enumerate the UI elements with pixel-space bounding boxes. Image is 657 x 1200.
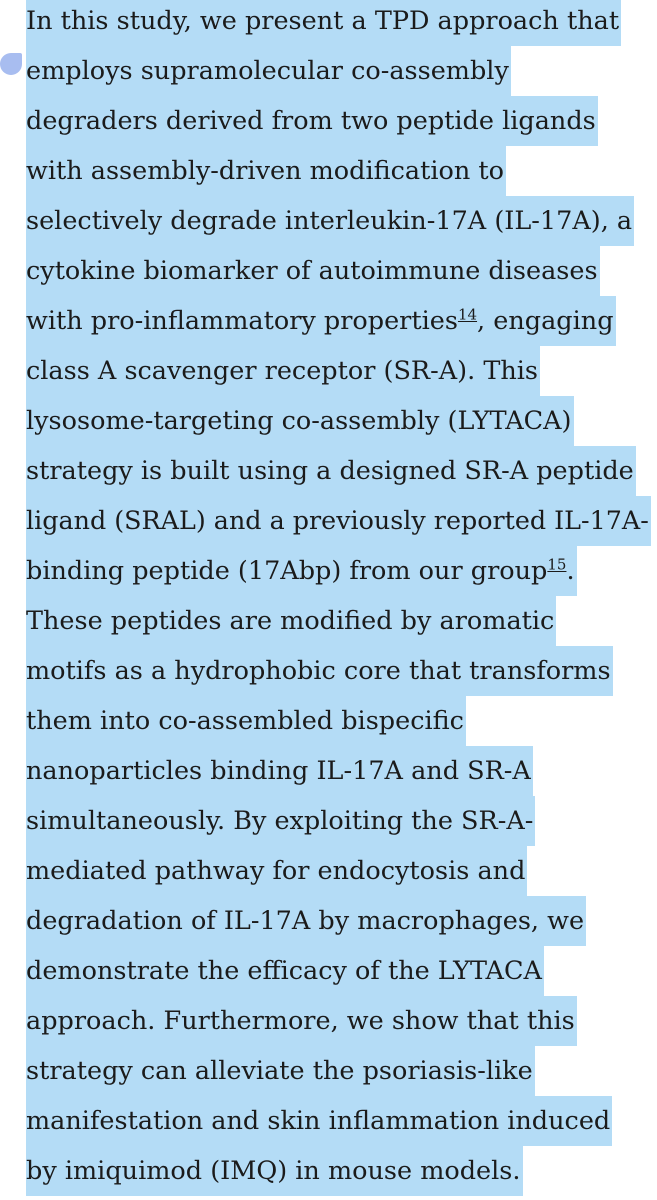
highlighted-text: demonstrate the efficacy of the LYTACA xyxy=(26,946,544,996)
text-line xyxy=(26,46,511,96)
highlighted-text xyxy=(26,546,577,596)
text-line xyxy=(26,1146,523,1196)
highlighted-text: These peptides are modified by aromatic xyxy=(26,596,556,646)
text-line xyxy=(26,0,621,46)
text-line xyxy=(26,996,577,1046)
text-line xyxy=(26,596,556,646)
highlighted-text: In this study, we present a TPD approach that xyxy=(26,0,621,46)
text-line xyxy=(26,646,613,696)
line-text: binding peptide (17Abp) from our group xyxy=(26,556,548,586)
highlighted-text: ligand (SRAL) and a previously reported IL-17A- xyxy=(26,496,651,546)
reference-link-15[interactable]: 15 xyxy=(547,555,567,574)
text-line xyxy=(26,1046,535,1096)
text-line xyxy=(26,946,544,996)
text-line xyxy=(26,496,651,546)
line-text-after: . xyxy=(566,556,575,586)
text-line xyxy=(26,396,574,446)
text-line xyxy=(26,696,466,746)
highlighted-text: motifs as a hydrophobic core that transforms xyxy=(26,646,613,696)
text-line xyxy=(26,246,600,296)
text-line xyxy=(26,296,616,346)
text-line xyxy=(26,546,577,596)
text-line xyxy=(26,446,636,496)
highlighted-text: lysosome-targeting co-assembly (LYTACA) xyxy=(26,396,574,446)
highlighted-text: employs supramolecular co-assembly xyxy=(26,46,511,96)
highlighted-text: simultaneously. By exploiting the SR-A- xyxy=(26,796,535,846)
text-line xyxy=(26,96,598,146)
highlighted-text: manifestation and skin inflammation induced xyxy=(26,1096,612,1146)
highlighted-text: by imiquimod (IMQ) in mouse models. xyxy=(26,1146,523,1196)
text-line xyxy=(26,146,506,196)
highlighted-text xyxy=(26,296,616,346)
highlighted-text: nanoparticles binding IL-17A and SR-A xyxy=(26,746,533,796)
selection-start-handle[interactable] xyxy=(0,53,22,75)
line-text-after: , engaging xyxy=(477,306,614,336)
text-line xyxy=(26,846,527,896)
reference-link-14[interactable]: 14 xyxy=(457,305,478,324)
highlighted-text: them into co-assembled bispecific xyxy=(26,696,466,746)
text-line xyxy=(26,196,634,246)
highlighted-text: strategy can alleviate the psoriasis-like xyxy=(26,1046,535,1096)
highlighted-text: selectively degrade interleukin-17A (IL-17A), a xyxy=(26,196,634,246)
text-line xyxy=(26,746,533,796)
text-line xyxy=(26,346,540,396)
highlighted-text: cytokine biomarker of autoimmune diseases xyxy=(26,246,600,296)
highlighted-text: strategy is built using a designed SR-A peptide xyxy=(26,446,636,496)
highlighted-text: degradation of IL-17A by macrophages, we xyxy=(26,896,586,946)
highlighted-text: mediated pathway for endocytosis and xyxy=(26,846,527,896)
highlighted-text: class A scavenger receptor (SR-A). This xyxy=(26,346,540,396)
text-line xyxy=(26,1096,612,1146)
line-text: with pro-inflammatory properties xyxy=(26,306,458,336)
highlighted-text: with assembly-driven modification to xyxy=(26,146,506,196)
highlighted-text: degraders derived from two peptide ligands xyxy=(26,96,598,146)
text-line xyxy=(26,796,535,846)
highlighted-text: approach. Furthermore, we show that this xyxy=(26,996,577,1046)
text-line xyxy=(26,896,586,946)
